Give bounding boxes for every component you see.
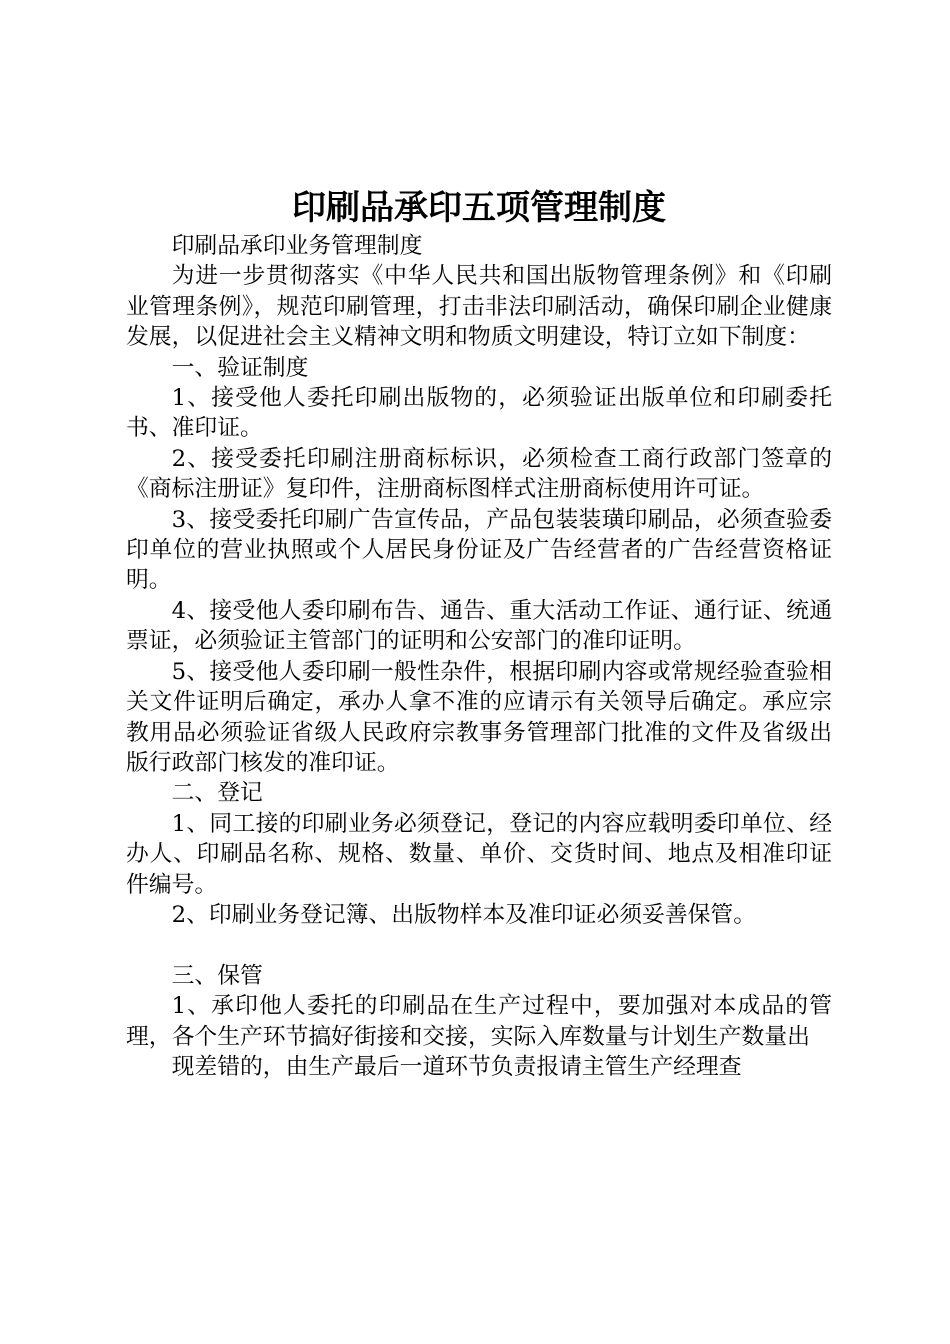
clause-paragraph: 1、接受他人委托印刷出版物的，必须验证出版单位和印刷委托书、准印证。 bbox=[126, 385, 832, 442]
section-heading: 印刷品承印业务管理制度 bbox=[171, 233, 423, 259]
clause-paragraph: 4、接受他人委印刷布告、通告、重大活动工作证、通行证、统通票证，必须验证主管部门的证明和公安部门的准印证明。 bbox=[126, 597, 832, 655]
clause-paragraph: 2、接受委托印刷注册商标标识，必须检查工商行政部门签章的《商标注册证》复印件，注册商标图样式注册商标使用许可证。 bbox=[126, 445, 832, 503]
document-title: 印刷品承印五项管理制度 bbox=[292, 188, 666, 228]
blank-line bbox=[126, 930, 832, 960]
clause-paragraph: 3、接受委托印刷广告宣传品，产品包装装璜印刷品，必须查验委印单位的营业执照或个人居民身份证及广告经营者的广告经营资格证明。 bbox=[126, 506, 832, 594]
section-heading: 一、验证制度 bbox=[171, 354, 309, 381]
clause-paragraph: 5、接受他人委印刷一般性杂件，根据印刷内容或常规经验查验相关文件证明后确定，承办人拿不准的应请示有关领导后确定。承应宗教用品必须验证省级人民政府宗教事务管理部门批准的文件及省级出版行政部门核发的准印证。 bbox=[126, 658, 832, 776]
clause-paragraph: 1、同工接的印刷业务必须登记，登记的内容应载明委印单位、经办人、印刷品名称、规格、数量、单价、交货时间、地点及相准印证件编号。 bbox=[126, 810, 832, 898]
clause-paragraph: 2、印刷业务登记簿、出版物样本及准印证必须妥善保管。 bbox=[171, 901, 757, 928]
clause-paragraph: 现差错的，由生产最后一道环节负责报请主管生产经理查 bbox=[171, 1053, 742, 1080]
preamble-paragraph: 为进一步贯彻落实《中华人民共和国出版物管理条例》和《印刷业管理条例》，规范印刷管理，打击非法印刷活动，确保印刷企业健康发展，以促进社会主义精神文明和物质文明建设，特订立如下制度： bbox=[126, 263, 832, 351]
document-body bbox=[126, 231, 832, 1082]
clause-paragraph: 1、承印他人委托的印刷品在生产过程中，要加强对本成品的管理，各个生产环节搞好街接和交接，实际入库数量与计划生产数量出 bbox=[126, 993, 832, 1050]
section-heading: 三、保管 bbox=[171, 962, 263, 989]
section-heading: 二、登记 bbox=[171, 780, 263, 807]
